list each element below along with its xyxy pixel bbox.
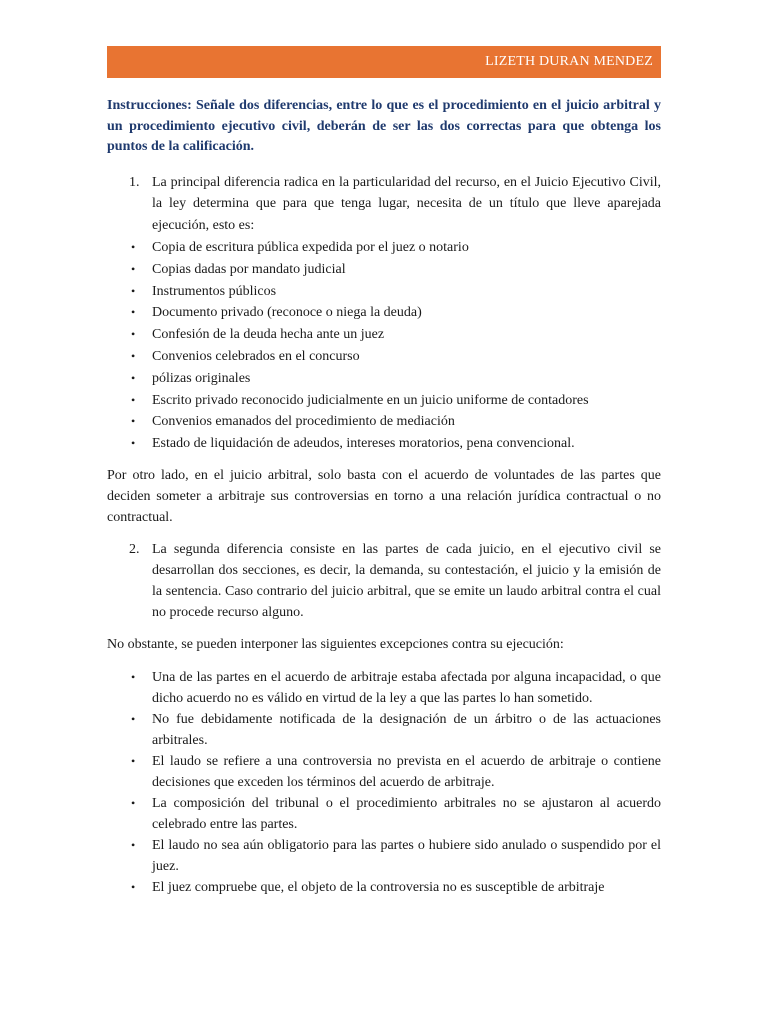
list-item: • Estado de liquidación de adeudos, intereses moratorios, pena convencional. bbox=[107, 433, 661, 455]
paragraph-exceptions-intro: No obstante, se pueden interponer las siguientes excepciones contra su ejecución: bbox=[107, 636, 564, 652]
numbered-item-text: La segunda diferencia consiste en las partes de cada juicio, en el ejecutivo civil se desarrollan dos secciones, es decir, la demanda, su contestación, el juicio y la emisión de la sentencia. Caso contrario del juicio arbitral, que se emite un laudo arbitral contra el cual no procede recurso alguno. bbox=[152, 541, 661, 620]
bullet-icon: • bbox=[131, 370, 136, 385]
header-bar bbox=[107, 46, 661, 78]
bullet-icon: • bbox=[131, 669, 136, 684]
bullet-icon: • bbox=[131, 305, 136, 320]
list-item: • pólizas originales bbox=[107, 368, 661, 390]
numbered-marker: 2. bbox=[129, 541, 140, 557]
paragraph-arbitral: Por otro lado, en el juicio arbitral, solo basta con el acuerdo de voluntades de las partes que deciden someter a arbitraje sus controversias en torno a una relación jurídica contractual o no contractual. bbox=[107, 467, 661, 525]
bullet-icon: • bbox=[131, 753, 136, 768]
bullet-icon: • bbox=[131, 414, 136, 429]
list-item: • Copia de escritura pública expedida por el juez o notario bbox=[107, 237, 661, 259]
bullet-icon: • bbox=[131, 837, 136, 852]
list-item: • Instrumentos públicos bbox=[107, 281, 661, 303]
author-name: LIZETH DURAN MENDEZ bbox=[485, 54, 653, 69]
list-item: • Confesión de la deuda hecha ante un juez bbox=[107, 324, 661, 346]
bullet-icon: • bbox=[131, 436, 136, 451]
numbered-item-text: La principal diferencia radica en la particularidad del recurso, en el Juicio Ejecutivo Civil, la ley determina que para que tenga lugar, necesita de un título que lleve aparejada ejecución, esto es: bbox=[152, 174, 661, 233]
list-item: • Convenios celebrados en el concurso bbox=[107, 346, 661, 368]
bullet-icon: • bbox=[131, 392, 136, 407]
document-page bbox=[107, 46, 661, 898]
bullet-icon: • bbox=[131, 261, 136, 276]
bullet-icon: • bbox=[131, 795, 136, 810]
bullet-icon: • bbox=[131, 240, 136, 254]
numbered-item-2 bbox=[107, 539, 661, 623]
list-item: • Convenios emanados del procedimiento de mediación bbox=[107, 411, 661, 433]
numbered-marker: 1. bbox=[129, 174, 140, 190]
list-item: • Documento privado (reconoce o niega la deuda) bbox=[107, 302, 661, 324]
numbered-item-1 bbox=[107, 172, 661, 237]
exceptions-list bbox=[107, 667, 661, 898]
bullet-icon: • bbox=[131, 711, 136, 726]
list-item: • La composición del tribunal o el procedimiento arbitrales no se ajustaron al acuerdo celebrado entre las partes. bbox=[107, 793, 661, 835]
list-item: • Escrito privado reconocido judicialmente en un juicio uniforme de contadores bbox=[107, 390, 661, 412]
list-item: • El laudo no sea aún obligatorio para las partes o hubiere sido anulado o suspendido por el juez. bbox=[107, 835, 661, 877]
list-item: • No fue debidamente notificada de la designación de un árbitro o de las actuaciones arbitrales. bbox=[107, 709, 661, 751]
list-item: • El laudo se refiere a una controversia no prevista en el acuerdo de arbitraje o contiene decisiones que exceden los términos del acuerdo de arbitraje. bbox=[107, 751, 661, 793]
list-item: • El juez compruebe que, el objeto de la controversia no es susceptible de arbitraje bbox=[107, 877, 661, 898]
bullet-icon: • bbox=[131, 283, 136, 298]
bullet-icon: • bbox=[131, 879, 136, 894]
bullet-icon: • bbox=[131, 327, 136, 342]
instructions-text: Instrucciones: Señale dos diferencias, entre lo que es el procedimiento en el juicio arbitral y un procedimiento ejecutivo civil, deberán de ser las dos correctas para que obtenga los puntos de la calificación. bbox=[107, 98, 661, 154]
list-item: • Copias dadas por mandato judicial bbox=[107, 259, 661, 281]
list-item: • Una de las partes en el acuerdo de arbitraje estaba afectada por alguna incapacidad, o que dicho acuerdo no es válido en virtud de la ley a que las partes lo han sometido. bbox=[107, 667, 661, 709]
bullet-icon: • bbox=[131, 348, 136, 363]
requirements-list bbox=[107, 237, 661, 455]
